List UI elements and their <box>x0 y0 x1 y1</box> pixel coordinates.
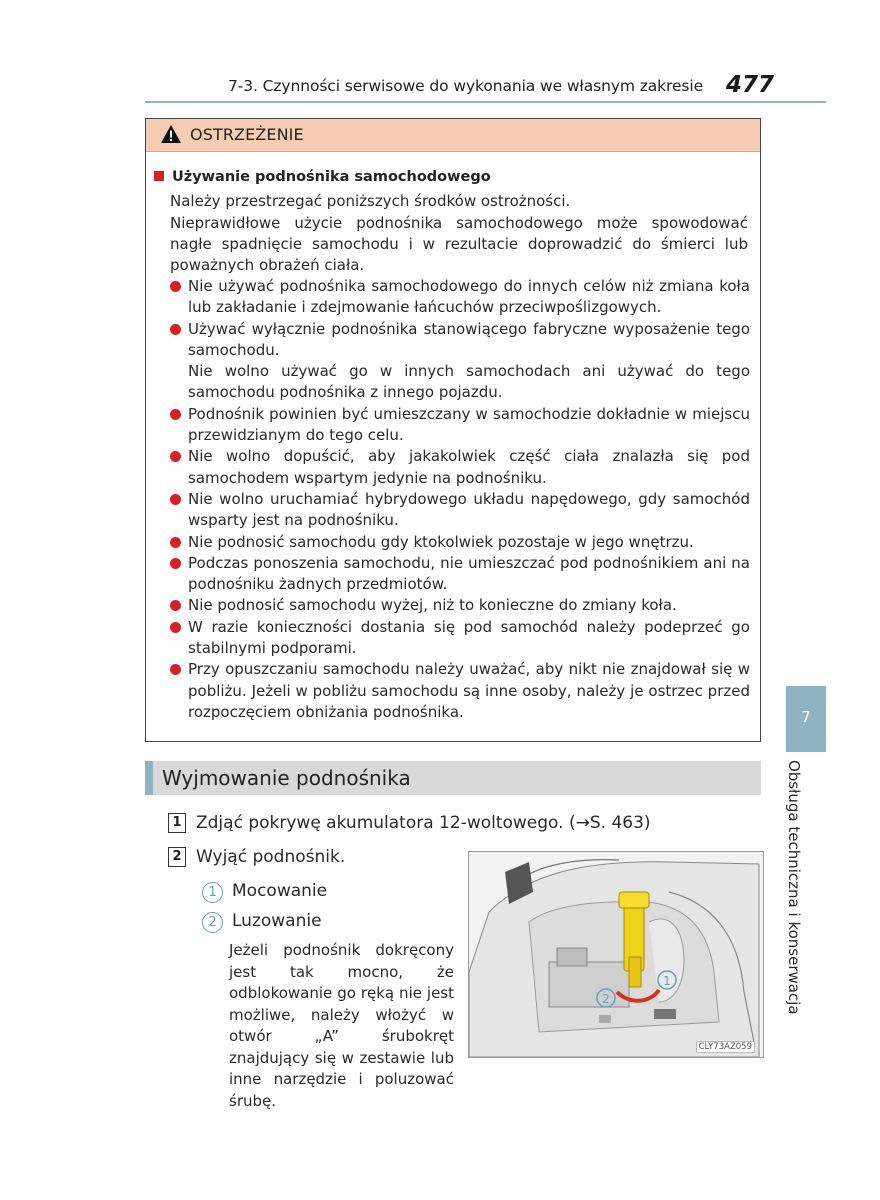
bullet-dot-icon <box>170 664 181 675</box>
step-number-1: 1 <box>168 813 186 833</box>
list-item: Nie wolno dopuścić, aby jakakolwiek część ciała znalazła się pod samochodem wspartym jedynie na podnośniku. <box>170 446 750 489</box>
note-paragraph: Jeżeli podnośnik dokręcony jest tak mocno, że odblokowanie go ręką nie jest możliwe, należy włożyć w otwór „A” śrubokręt znajdujący się w zestawie lub inne narzędzie i poluzować śrubę. <box>229 941 454 1110</box>
figure-code: CLY73AZ059 <box>696 1041 755 1053</box>
chapter-tab <box>786 686 826 752</box>
bullet-dot-icon <box>170 494 181 505</box>
bullet-dot-icon <box>170 324 181 335</box>
list-item: Podnośnik powinien być umieszczany w samochodzie dokładnie w miejscu przewidzianym do tego celu. <box>170 404 750 447</box>
chapter-side-label <box>783 760 807 1030</box>
figure-callout-1: 1 <box>663 974 671 988</box>
bullet-dot-icon <box>170 281 181 292</box>
chapter-title: Obsługa techniczna i konserwacja <box>785 760 803 1015</box>
warning-box <box>145 118 761 742</box>
section-accent <box>145 761 153 795</box>
list-item: Przy opuszczaniu samochodu należy uważać, aby nikt nie znajdował się w pobliżu. Jeżeli w pobliżu samochodu są inne osoby, należy je ostrzec przed rozpoczęciem obniżania podnośnika. <box>170 659 750 723</box>
list-item-extra: Nie wolno używać go w innych samochodach ani używać do tego samochodu podnośnika z innego pojazdu. <box>188 362 750 402</box>
section-title: Wyjmowanie podnośnika <box>162 766 411 790</box>
substep-label-2: Luzowanie <box>232 911 322 931</box>
list-item: W razie konieczności dostania się pod samochód należy podeprzeć go stabilnymi podporami. <box>170 617 750 660</box>
warning-list <box>170 276 750 723</box>
bullet-dot-icon <box>170 622 181 633</box>
list-item: Nie podnosić samochodu gdy ktokolwiek pozostaje w jego wnętrzu. <box>170 532 750 553</box>
warning-header <box>146 119 760 152</box>
list-item: Nie podnosić samochodu wyżej, niż to konieczne do zmiany koła. <box>170 595 750 616</box>
list-item: Nie używać podnośnika samochodowego do innych celów niż zmiana koła lub zakładanie i zdejmowanie łańcuchów przeciwpoślizgowych. <box>170 276 750 319</box>
substep-number-1: 1 <box>202 882 223 903</box>
warning-label: OSTRZEŻENIE <box>190 125 304 144</box>
figure-callout-2: 2 <box>602 992 610 1006</box>
jack-location-figure <box>468 851 764 1058</box>
chapter-heading: 7-3. Czynności serwisowe do wykonania we własnym zakresie <box>228 77 704 95</box>
section-heading-bar <box>145 761 761 795</box>
step-text-1: Zdjąć pokrywę akumulatora 12-woltowego. (→S. 463) <box>196 813 651 833</box>
square-bullet-icon <box>154 171 164 181</box>
step-text-2: Wyjąć podnośnik. <box>196 847 346 867</box>
chapter-number: 7 <box>801 708 811 726</box>
list-item: Podczas ponoszenia samochodu, nie umieszczać pod podnośnikiem ani na podnośniku żadnych przedmiotów. <box>170 553 750 596</box>
bullet-dot-icon <box>170 558 181 569</box>
page-number: 477 <box>725 72 774 98</box>
page-header <box>228 74 774 100</box>
bullet-dot-icon <box>170 600 181 611</box>
warning-triangle-icon <box>160 124 182 144</box>
substep-label-1: Mocowanie <box>232 881 328 901</box>
step-number-2: 2 <box>168 847 186 867</box>
warning-subheading: Używanie podnośnika samochodowego <box>154 169 491 185</box>
intro-paragraph: Nieprawidłowe użycie podnośnika samochodowego może spowodować nagłe spadnięcie samochodu i w rezultacie doprowadzić do śmierci lub poważnych obrażeń ciała. <box>170 214 748 274</box>
list-item: Używać wyłącznie podnośnika stanowiącego fabryczne wyposażenie tego samochodu. Nie wolno używać go w innych samochodach ani używać do tego samochodu podnośnika z innego pojazdu. <box>170 319 750 404</box>
bullet-dot-icon <box>170 451 181 462</box>
bullet-dot-icon <box>170 537 181 548</box>
header-rule <box>145 101 826 103</box>
bullet-dot-icon <box>170 409 181 420</box>
intro-line: Należy przestrzegać poniższych środków ostrożności. <box>170 192 571 210</box>
substep-number-2: 2 <box>202 912 223 933</box>
list-item: Nie wolno uruchamiać hybrydowego układu napędowego, gdy samochód wsparty jest na podnośniku. <box>170 489 750 532</box>
trunk-illustration <box>469 852 763 1057</box>
